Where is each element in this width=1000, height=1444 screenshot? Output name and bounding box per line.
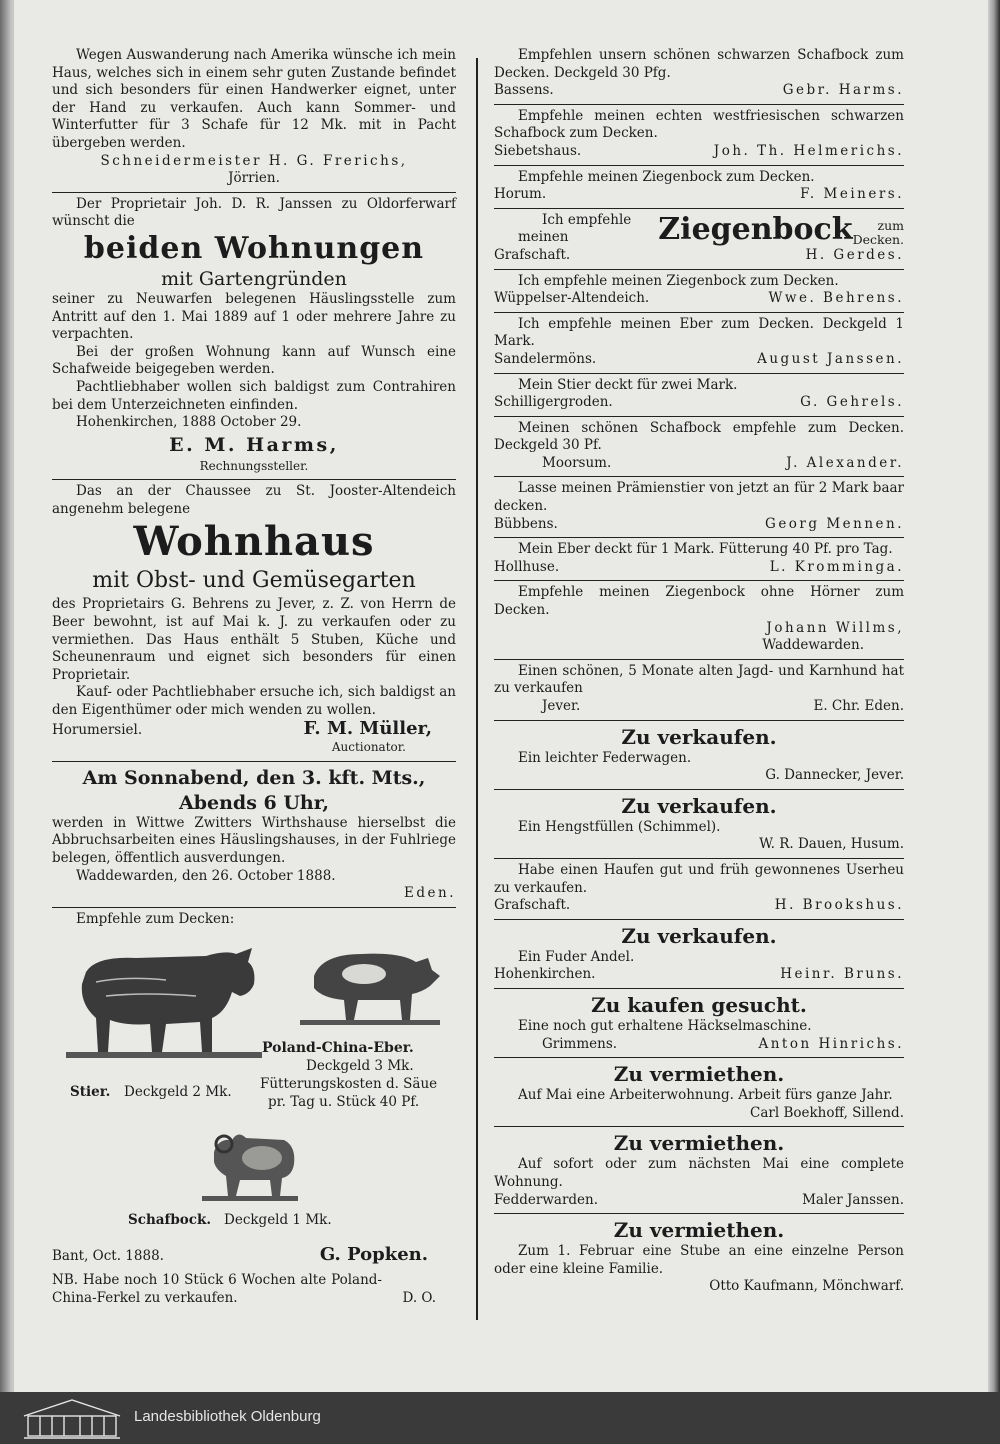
ad-text: Pachtliebhaber wollen sich baldigst zum Contrahiren bei dem Unterzeichneten einfinden. xyxy=(52,378,456,413)
ad-stube-kaufmann xyxy=(494,1214,904,1300)
ad-signature: Anton Hinrichs. xyxy=(758,1035,904,1052)
ad-headline: Zu vermiethen. xyxy=(613,1131,785,1156)
ad-eber-kromminga xyxy=(494,538,904,581)
animal-illustrations xyxy=(52,928,456,1246)
ad-place: Hollhuse. xyxy=(494,558,560,575)
ad-signature: F. Meiners. xyxy=(800,186,904,203)
library-footer xyxy=(0,1392,1000,1444)
ad-signature-row xyxy=(494,394,904,412)
ad-headline: Zu verkaufen. xyxy=(621,793,777,818)
ad-nb-row xyxy=(52,1272,456,1307)
pig-illustration xyxy=(300,936,440,1028)
ad-text: Einen schönen, 5 Monate alten Jagd- und Karnhund hat zu verkaufen xyxy=(494,662,904,697)
ad-role: Rechnungssteller. xyxy=(199,458,309,473)
ad-signature-row xyxy=(494,1192,904,1210)
ad-signature-row xyxy=(52,1246,456,1266)
ad-nb-text: NB. Habe noch 10 Stück 6 Wochen alte Poland-China-Ferkel zu verkaufen. xyxy=(52,1271,382,1306)
ad-place: Bübbens. xyxy=(494,515,558,532)
ad-hund-eden xyxy=(494,660,904,721)
ad-place: Bant, Oct. 1888. xyxy=(52,1248,164,1265)
ad-subheadline: mit Gartengründen xyxy=(161,267,347,290)
ad-ziegenbock-gerdes xyxy=(494,209,904,270)
ad-signature: E. M. Harms, xyxy=(169,433,339,456)
ad-place: Bassens. xyxy=(494,82,554,99)
ad-signature: E. Chr. Eden. xyxy=(813,698,904,714)
ad-place: Horumersiel. xyxy=(52,721,143,738)
ad-place: Siebetshaus. xyxy=(494,142,582,159)
library-building-icon xyxy=(20,1396,124,1440)
ad-signature: Gebr. Harms. xyxy=(782,82,904,99)
ad-text: seiner zu Neuwarfen belegenen Häuslingsstelle zum Antritt auf den 1. Mai 1889 auf 1 oder mehrere Jahre zu verpachten. xyxy=(52,290,456,343)
ad-signature-row xyxy=(494,82,904,100)
schafbock-fee: Deckgeld 1 Mk. xyxy=(224,1212,332,1229)
ad-text: Mein Eber deckt für 1 Mark. Fütterung 40 Pf. pro Tag. xyxy=(518,541,893,558)
eber-feed-cost: Fütterungskosten d. Säue xyxy=(260,1076,438,1093)
ad-residential-house xyxy=(52,480,456,762)
ad-text: Zum 1. Februar eine Stube an eine einzelne Person oder eine kleine Familie. xyxy=(494,1243,904,1277)
column-divider xyxy=(476,58,478,1320)
page-right-edge xyxy=(988,0,1000,1392)
ad-text: des Proprietairs G. Behrens zu Jever, z. Z. von Herrn de Beer bewohnt, ist auf Mai k. J. zu verkaufen oder zu vermiethen. Das Haus enthält 5 Stuben, Küche und Scheunenraum und eignet sich besonders für einen Proprietair. xyxy=(52,596,456,683)
ad-complete-wohnung xyxy=(494,1127,904,1214)
ad-signature: Johann Willms, xyxy=(766,619,904,636)
ad-headline: Zu verkaufen. xyxy=(621,923,777,948)
ad-signature: H. Brookshus. xyxy=(774,897,904,914)
ad-haeckselmaschine xyxy=(494,989,904,1058)
ad-place: Sandelermöns. xyxy=(494,350,597,367)
right-column xyxy=(494,44,904,1300)
ad-breeding-animals xyxy=(52,908,456,1311)
ad-signature: W. R. Dauen, Husum. xyxy=(759,836,904,853)
ad-date: Hohenkirchen, 1888 October 29. xyxy=(76,414,302,431)
ad-text: Kauf- oder Pachtliebhaber ersuche ich, sich baldigst an den Eigenthümer oder mich wenden zu wollen. xyxy=(52,684,456,719)
ad-headline: Zu verkaufen. xyxy=(621,724,777,749)
ad-intro: Der Proprietair Joh. D. R. Janssen zu Oldorferwarf wünscht die xyxy=(52,195,456,230)
bull-illustration xyxy=(66,932,262,1060)
ad-signature-row xyxy=(494,455,904,473)
eber-title: Poland-China-Eber. xyxy=(262,1040,414,1057)
ad-place: Grafschaft. xyxy=(494,897,571,914)
ad-signature: L. Kromminga. xyxy=(769,558,904,575)
ad-place: Jever. xyxy=(542,698,581,714)
ad-schafbock-alexander xyxy=(494,417,904,478)
ad-signature: G. Dannecker, Jever. xyxy=(765,767,904,784)
ad-place: Hohenkirchen. xyxy=(494,966,596,983)
ad-heu-brookshus xyxy=(494,859,904,920)
ad-signature-row xyxy=(494,966,904,984)
ad-place: Fedderwarden. xyxy=(494,1191,599,1208)
ad-andel-bruns xyxy=(494,920,904,989)
ad-nb-signature: D. O. xyxy=(402,1289,436,1306)
ad-headline: Zu vermiethen. xyxy=(613,1062,785,1087)
ad-date: Waddewarden, den 26. October 1888. xyxy=(76,867,336,884)
ad-schafbock-harms xyxy=(494,44,904,105)
stier-fee: Deckgeld 2 Mk. xyxy=(124,1084,232,1101)
ad-text: Empfehle meinen Ziegenbock zum Decken. xyxy=(518,168,815,185)
ad-signature: Maler Janssen. xyxy=(802,1191,904,1208)
ad-place: Jörrien. xyxy=(228,170,280,187)
ad-signature: G. Popken. xyxy=(319,1244,428,1266)
ad-headline-row xyxy=(494,212,904,247)
ad-headline: Zu vermiethen. xyxy=(613,1218,785,1243)
ad-hengstfuellen xyxy=(494,790,904,859)
ad-signature-row xyxy=(494,1036,904,1054)
ad-demolition-works xyxy=(52,762,456,908)
ad-ziegenbock-willms xyxy=(494,581,904,659)
ad-intro: Das an der Chaussee zu St. Jooster-Altendeich angenehm belegene xyxy=(52,483,456,517)
ad-signature: Carl Boekhoff, Sillend. xyxy=(750,1104,904,1121)
ad-signature-row xyxy=(494,247,904,265)
ad-text: Auf sofort oder zum nächsten Mai eine complete Wohnung. xyxy=(494,1156,904,1190)
ad-intro: Empfehle zum Decken: xyxy=(76,910,235,927)
library-name: Landesbibliothek Oldenburg xyxy=(134,1408,321,1425)
ad-text: Lasse meinen Prämienstier von jetzt an für 2 Mark baar decken. xyxy=(494,480,904,515)
ad-signature-row xyxy=(494,516,904,534)
ad-text: Meinen schönen Schafbock empfehle zum Decken. Deckgeld 30 Pf. xyxy=(494,419,904,454)
ad-signature: Schneidermeister H. G. Frerichs, xyxy=(100,152,408,169)
ad-signature: Wwe. Behrens. xyxy=(768,290,904,307)
ad-text: Wegen Auswanderung nach Amerika wünsche ich mein Haus, welches sich in einem sehr guten Zustande befindet und sich besonders für einen Handwerker eignet, unter der Hand zu verkaufen. Auch kann Sommer- und Winterfutter für 3 Schafe für 12 Mk. mit in Pacht übergeben werden. xyxy=(52,47,456,151)
ad-stier-gehrels xyxy=(494,374,904,417)
ram-illustration xyxy=(202,1116,298,1204)
ad-text: Empfehlen unsern schönen schwarzen Schafbock zum Decken. Deckgeld 30 Pfg. xyxy=(494,47,904,81)
ad-signature-row xyxy=(494,290,904,308)
ad-signature: Heinr. Bruns. xyxy=(780,966,904,983)
ad-signature-row xyxy=(494,698,904,716)
ad-text: werden in Wittwe Zwitters Wirthshause hierselbst die Abbruchsarbeiten eines Häuslingshauses, in der Fuhlriege belegen, öffentlich ausverdungen. xyxy=(52,814,456,866)
ad-text: Eine noch gut erhaltene Häckselmaschine. xyxy=(518,1017,812,1034)
ad-text: Ich empfehle meinen Ziegenbock zum Decken. xyxy=(518,272,839,289)
ad-signature: Georg Mennen. xyxy=(765,515,904,532)
ad-place: Grafschaft. xyxy=(494,246,571,263)
ad-text: Ein leichter Federwagen. xyxy=(518,749,692,766)
ad-praemienstier-mennen xyxy=(494,477,904,538)
ad-signature-row xyxy=(494,351,904,369)
ad-signature: H. Gerdes. xyxy=(805,246,904,263)
ad-text: Ein Fuder Andel. xyxy=(518,948,635,965)
ad-eber-janssen xyxy=(494,313,904,374)
ad-text: Habe einen Haufen gut und früh gewonnenes Userheu zu verkaufen. xyxy=(494,861,904,896)
ad-text: Mein Stier deckt für zwei Mark. xyxy=(518,376,738,393)
ad-two-apartments xyxy=(52,193,456,481)
ad-place: Schilligergroden. xyxy=(494,394,613,411)
ad-headline: Ziegenbock xyxy=(658,211,853,247)
ad-place: Waddewarden. xyxy=(762,637,864,654)
ad-headline: Am Sonnabend, den 3. kft. Mts., xyxy=(82,766,426,789)
ad-place: Horum. xyxy=(494,186,547,203)
ad-signature-row xyxy=(494,186,904,204)
ad-house-sale xyxy=(52,44,456,193)
ad-ziegenbock-meiners xyxy=(494,166,904,209)
ad-text: Ich empfehle meinen Eber zum Decken. Deckgeld 1 Mark. xyxy=(494,315,904,350)
ad-headline: Zu kaufen gesucht. xyxy=(591,992,807,1017)
ad-signature: August Janssen. xyxy=(757,350,904,367)
schafbock-label: Schafbock. xyxy=(128,1212,212,1229)
ad-federwagen xyxy=(494,721,904,790)
ad-signature: F. M. Müller, xyxy=(303,717,432,739)
ad-headline: Wohnhaus xyxy=(133,518,375,566)
stier-label: Stier. xyxy=(70,1084,111,1101)
ad-headline: beiden Wohnungen xyxy=(83,230,425,266)
ad-schafbock-helmerichs xyxy=(494,105,904,166)
ad-signature-row xyxy=(494,897,904,915)
ad-role: Auctionator. xyxy=(331,740,406,755)
ad-text: Ich empfehle meinen xyxy=(518,211,632,246)
ad-arbeiterwohnung xyxy=(494,1058,904,1127)
ad-text: zum xyxy=(877,217,904,233)
ad-place: Moorsum. xyxy=(542,454,612,471)
ad-text: Empfehle meinen echten westfriesischen schwarzen Schafbock zum Decken. xyxy=(494,107,904,142)
ad-signature-row xyxy=(494,559,904,577)
ad-place: Wüppelser-Altendeich. xyxy=(494,290,650,307)
ad-subheadline: Abends 6 Uhr, xyxy=(179,791,329,814)
ad-text: Decken. xyxy=(852,231,904,247)
ad-text: Empfehle meinen Ziegenbock ohne Hörner zum Decken. xyxy=(494,584,904,619)
ad-text: Bei der großen Wohnung kann auf Wunsch eine Schafweide beigegeben werden. xyxy=(52,343,456,378)
ad-ziegenbock-behrens xyxy=(494,270,904,313)
eber-fee: Deckgeld 3 Mk. xyxy=(306,1058,414,1075)
ad-signature: Otto Kaufmann, Mönchwarf. xyxy=(709,1278,904,1295)
ad-text: Ein Hengstfüllen (Schimmel). xyxy=(518,818,721,835)
ad-text: Auf Mai eine Arbeiterwohnung. Arbeit fürs ganze Jahr. xyxy=(518,1087,893,1104)
ad-subheadline: mit Obst- und Gemüsegarten xyxy=(92,568,416,594)
ad-signature-row xyxy=(494,143,904,161)
ad-signature: G. Gehrels. xyxy=(800,394,904,411)
eber-feed-cost: pr. Tag u. Stück 40 Pf. xyxy=(268,1094,420,1111)
left-column xyxy=(52,44,456,1311)
ad-signature: Eden. xyxy=(404,885,456,902)
ad-signature-row xyxy=(52,717,456,740)
ad-signature: J. Alexander. xyxy=(786,454,904,471)
ad-signature: Joh. Th. Helmerichs. xyxy=(713,142,904,159)
ad-place: Grimmens. xyxy=(542,1035,618,1052)
